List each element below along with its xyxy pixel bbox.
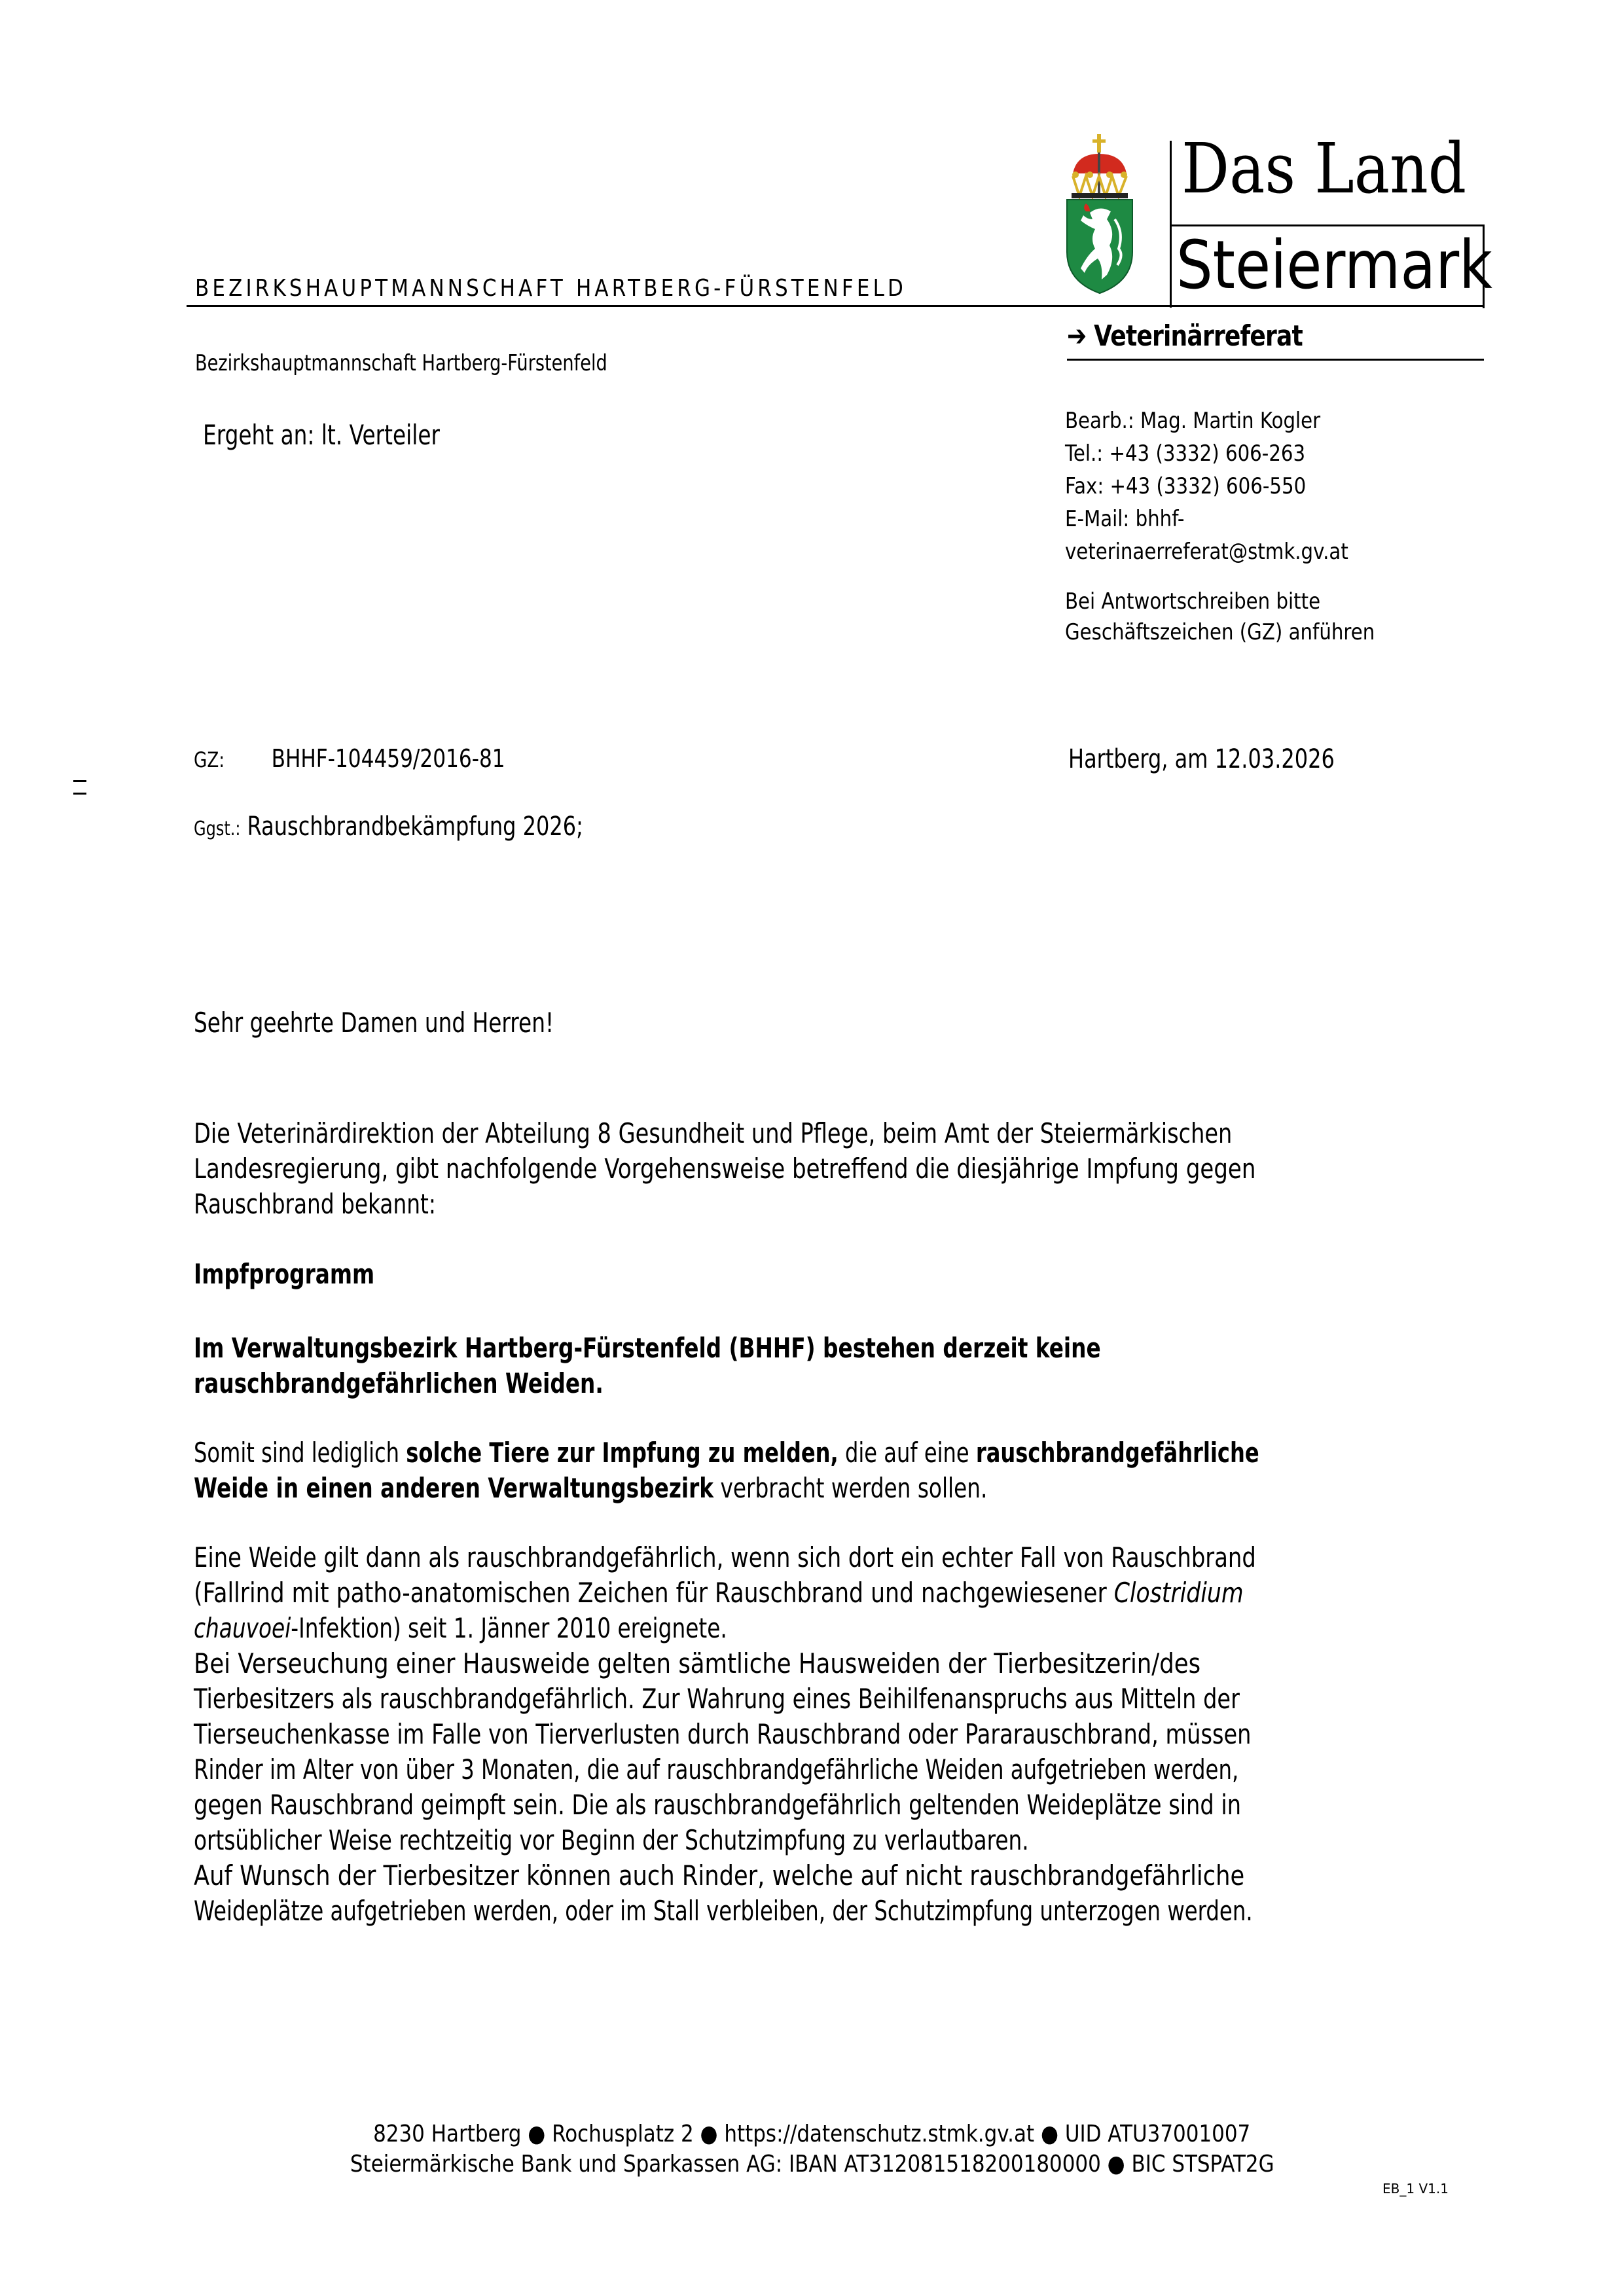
text-line: Rinder im Alter von über 3 Monaten, die auf rauschbrandgefährliche Weiden aufgetrieben werden,	[194, 1753, 1239, 1785]
subject-row	[194, 812, 681, 842]
gz-label: GZ:	[194, 747, 225, 772]
text-line: ortsüblicher Weise rechtzeitig vor Beginn der Schutzimpfung zu verlautbaren.	[194, 1824, 1029, 1856]
subject-label: Ggst.:	[194, 817, 241, 840]
text-line: Landesregierung, gibt nachfolgende Vorgehensweise betreffend die diesjährige Impfung gegen	[194, 1153, 1256, 1185]
text-run: Somit sind lediglich	[194, 1437, 406, 1469]
text-run: die auf eine	[838, 1437, 976, 1469]
definition-paragraph	[194, 1540, 1448, 1929]
footer-bank: Steiermärkische Bank und Sparkassen AG: IBAN AT312081518200180000 ● BIC STSPAT2G	[350, 2151, 1274, 2178]
phone-number: Tel.: +43 (3332) 606-263	[1065, 440, 1306, 467]
reply-note: Bei Antwortschreiben bitte	[1065, 588, 1321, 615]
text-run-bold: Weide in einen anderen Verwaltungsbezirk	[194, 1472, 714, 1504]
footer-address: 8230 Hartberg ● Rochusplatz 2 ● https://datenschutz.stmk.gv.at ● UID ATU37001007	[373, 2121, 1251, 2147]
section-heading: Impfprogramm	[194, 1258, 375, 1290]
text-line: Rauschbrand bekannt:	[194, 1188, 436, 1220]
subject-value: Rauschbrandbekämpfung 2026;	[247, 812, 583, 842]
department-name: Veterinärreferat	[1094, 319, 1303, 353]
email-label: E-Mail: bhhf-	[1065, 506, 1185, 532]
text-line: Tierbesitzers als rauschbrandgefährlich. Zur Wahrung eines Beihilfenanspruchs aus Mitteln der	[194, 1683, 1240, 1715]
email-link[interactable]: veterinaerreferat@stmk.gv.at	[1065, 539, 1348, 565]
text-line: Eine Weide gilt dann als rauschbrandgefährlich, wenn sich dort ein echter Fall von Rauschbrand	[194, 1541, 1256, 1573]
district-statement	[194, 1331, 1448, 1401]
salutation: Sehr geehrte Damen und Herren!	[194, 1007, 554, 1039]
document-version: EB_1 V1.1	[1382, 2181, 1449, 2197]
authority-title: BEZIRKSHAUPTMANNSCHAFT HARTBERG-FÜRSTENFELD	[195, 275, 907, 302]
department-heading	[1067, 319, 1354, 353]
text-run-italic: Clostridium	[1113, 1577, 1244, 1609]
text-line: Tierseuchenkasse im Falle von Tierverlusten durch Rauschbrand oder Pararauschbrand, müssen	[194, 1718, 1252, 1750]
logo-text-steiermark: Steiermark	[1176, 226, 1492, 304]
text-line: gegen Rauschbrand geimpft sein. Die als rauschbrandgefährlich geltenden Weideplätze sind in	[194, 1789, 1241, 1821]
text-line: Die Veterinärdirektion der Abteilung 8 Gesundheit und Pflege, beim Amt der Steiermärkischen	[194, 1117, 1233, 1149]
text-line: Bei Verseuchung einer Hausweide gelten sämtliche Hausweiden der Tierbesitzerin/des	[194, 1647, 1201, 1679]
contact-block	[1065, 404, 1425, 648]
text-line: Weideplätze aufgetrieben werden, oder im Stall verbleiben, der Schutzimpfung unterzogen werden.	[194, 1895, 1253, 1927]
styrian-crest-icon	[1064, 134, 1136, 295]
handler-name: Bearb.: Mag. Martin Kogler	[1065, 408, 1321, 434]
gz-value: BHHF-104459/2016-81	[271, 744, 505, 773]
logo-text-das-land: Das Land	[1182, 128, 1467, 209]
fax-number: Fax: +43 (3332) 606-550	[1065, 473, 1307, 499]
text-run: -Infektion) seit 1. Jänner 2010 ereignete.	[291, 1612, 727, 1644]
reporting-paragraph	[194, 1435, 1448, 1506]
department-divider	[1067, 359, 1484, 361]
reference-number-row	[194, 744, 573, 773]
text-run-bold: rauschbrandgefährliche	[975, 1437, 1259, 1469]
right-arrow-icon: ➔	[1067, 319, 1087, 353]
intro-paragraph	[194, 1116, 1448, 1222]
text-run: verbracht werden sollen.	[713, 1472, 988, 1504]
fold-mark	[73, 772, 103, 774]
text-line: Auf Wunsch der Tierbesitzer können auch Rinder, welche auf nicht rauschbrandgefährliche	[194, 1859, 1245, 1892]
text-run-bold: solche Tiere zur Impfung zu melden,	[406, 1437, 839, 1469]
reply-note-2: Geschäftszeichen (GZ) anführen	[1065, 619, 1375, 645]
sender-line: Bezirkshauptmannschaft Hartberg-Fürstenfeld	[195, 350, 607, 376]
letter-date: Hartberg, am 12.03.2026	[1068, 744, 1335, 774]
text-run-italic: chauvoei	[194, 1612, 291, 1644]
text-line: Im Verwaltungsbezirk Hartberg-Fürstenfeld (BHHF) bestehen derzeit keine	[194, 1332, 1101, 1364]
text-run: (Fallrind mit patho-anatomischen Zeichen für Rauschbrand und nachgewiesener	[194, 1577, 1107, 1609]
recipient-line: Ergeht an: lt. Verteiler	[203, 419, 440, 451]
text-line: rauschbrandgefährlichen Weiden.	[194, 1367, 604, 1399]
